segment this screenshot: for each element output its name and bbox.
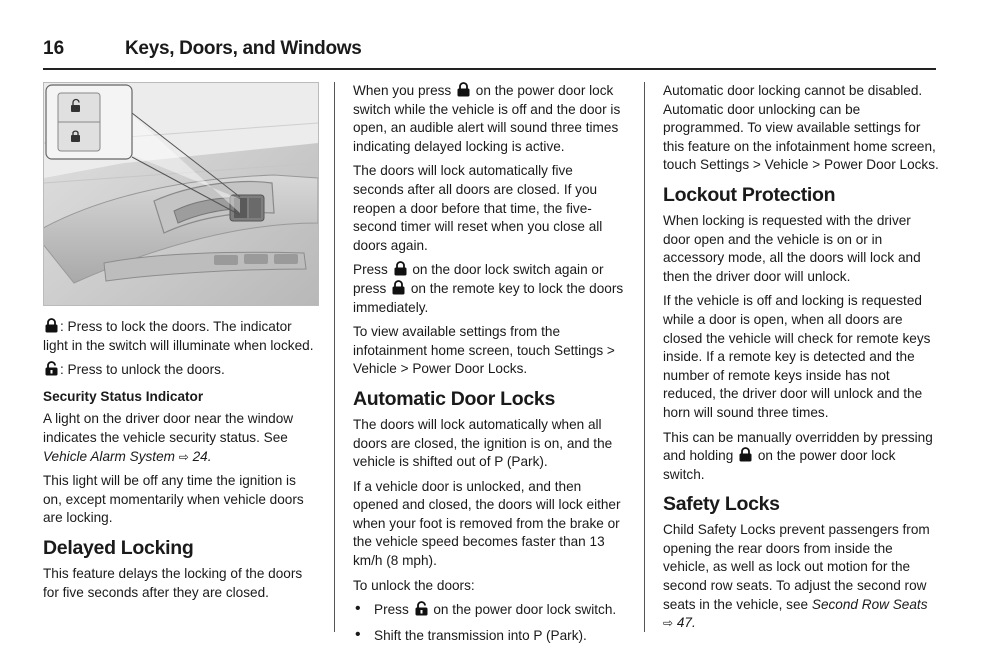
vehicle-alarm-system-link[interactable]: Vehicle Alarm System ⇨ 24. <box>43 448 212 464</box>
lockout-protection-heading: Lockout Protection <box>663 183 836 206</box>
automatic-door-locks-paragraph-1: The doors will lock automatically when all doors are closed, the ignition is on, and the vehicle is shifted out of P (Park). <box>353 416 613 470</box>
text-span: on the power door lock switch. <box>433 602 617 618</box>
column-3 <box>663 82 939 639</box>
automatic-door-locks-heading: Automatic Door Locks <box>353 387 556 410</box>
column-divider <box>334 82 335 632</box>
lock-closed-icon <box>394 261 407 276</box>
page-number: 16 <box>43 38 65 59</box>
running-title: Keys, Doors, and Windows <box>125 38 362 59</box>
lockout-protection-paragraph-2: If the vehicle is off and locking is requested while a door is open, when all doors are closed the vehicle will check for remote keys inside. If a remote key is detected and the number of remote keys inside has not reduced, the driver door will unlock and the horn will sound three times. <box>663 293 931 420</box>
text-span: This can be manually overridden by pressing and holding <box>663 429 933 464</box>
automatic-door-locks-paragraph-2: If a vehicle door is unlocked, and then opened and closed, the doors will lock either when your foot is removed from the brake or the vehicle speed becomes faster than 13 km/h (8 mph). <box>353 478 621 569</box>
lock-closed-icon <box>45 318 58 333</box>
delayed-alert-paragraph <box>353 82 627 156</box>
delayed-locking-heading: Delayed Locking <box>43 536 194 559</box>
security-status-paragraph-2: This light will be off any time the ignition is on, except momentarily when vehicle doors are locking. <box>43 473 304 526</box>
door-lock-switch-illustration <box>43 82 319 306</box>
unlock-doors-intro: To unlock the doors: <box>353 577 475 593</box>
column-2 <box>353 82 627 652</box>
lock-closed-icon <box>457 82 470 97</box>
xref-title: Second Row Seats <box>811 596 928 612</box>
security-status-text: A light on the driver door near the window indicates the vehicle security status. See <box>43 411 294 445</box>
header-rule <box>43 68 936 70</box>
safety-locks-heading: Safety Locks <box>663 493 780 516</box>
lock-closed-icon <box>392 280 405 295</box>
lock-closed-icon <box>739 447 752 462</box>
text-span: on the door lock switch again or press <box>353 262 604 296</box>
lockout-protection-paragraph-1: When locking is requested with the driver door open and the vehicle is on or in accessory mode, all the doors will lock and then the driver door will unlock. <box>663 212 921 284</box>
page-ref-arrow-icon: ⇨ <box>178 449 189 464</box>
lock-description-text: : Press to lock the doors. The indicator light in the switch will illuminate when locked. <box>43 319 314 353</box>
xref-page: 47 <box>676 615 692 631</box>
auto-lock-timer-paragraph: The doors will lock automatically five seconds after all doors are closed. If you reopen a door before that time, the five-second timer will reset when you close all doors again. <box>353 163 603 253</box>
delayed-locking-paragraph: This feature delays the locking of the doors for five seconds after they are closed. <box>43 565 303 600</box>
page-header <box>43 36 936 70</box>
list-item: • Shift the transmission into P (Park). <box>353 627 627 646</box>
list-item <box>353 601 627 620</box>
door-panel-drawing <box>44 83 318 305</box>
page-ref-arrow-icon: ⇨ <box>663 616 674 631</box>
security-status-paragraph <box>43 410 317 466</box>
settings-paragraph: To view available settings from the infotainment home screen, touch Settings > Vehicle > Power Door Locks. <box>353 324 615 377</box>
text-span: on the remote key to lock the doors immediately. <box>353 280 624 315</box>
lock-immediately-paragraph <box>353 261 627 317</box>
text-span: Press <box>374 602 409 618</box>
unlock-steps-list <box>353 601 627 645</box>
xref-page: 24 <box>192 448 208 464</box>
lockout-protection-paragraph-3 <box>663 429 939 485</box>
unlock-description-text: : Press to unlock the doors. <box>60 362 225 378</box>
xref-title: Vehicle Alarm System <box>43 448 175 464</box>
column-1 <box>43 82 317 608</box>
text-span: on the power door lock switch. <box>663 448 896 482</box>
second-row-seats-link[interactable]: Second Row Seats ⇨ 47. <box>663 596 928 631</box>
text-span: Child Safety Locks prevent passengers from opening the rear doors from inside the vehicle, as well as lock out motion for the second row seats. To adjust the second row seats in the vehicle, see <box>663 522 930 612</box>
safety-locks-paragraph <box>663 521 939 633</box>
lock-open-icon <box>415 601 428 616</box>
text-span: When you press <box>353 83 452 98</box>
text-span: on the power door lock switch while the vehicle is off and the door is open, an audible alert will sound three times indicating delayed locking is active. <box>353 83 621 154</box>
security-status-heading: Security Status Indicator <box>43 388 204 404</box>
lock-open-icon <box>45 361 58 376</box>
auto-locking-paragraph: Automatic door locking cannot be disabled. Automatic door unlocking can be programmed. To view available settings for this feature on the infotainment home screen, touch Settings > Vehicle > Power Door Locks. <box>663 83 939 173</box>
column-divider <box>644 82 645 632</box>
unlock-description <box>43 361 317 380</box>
lock-description <box>43 318 317 355</box>
text-span: Press <box>353 262 388 278</box>
